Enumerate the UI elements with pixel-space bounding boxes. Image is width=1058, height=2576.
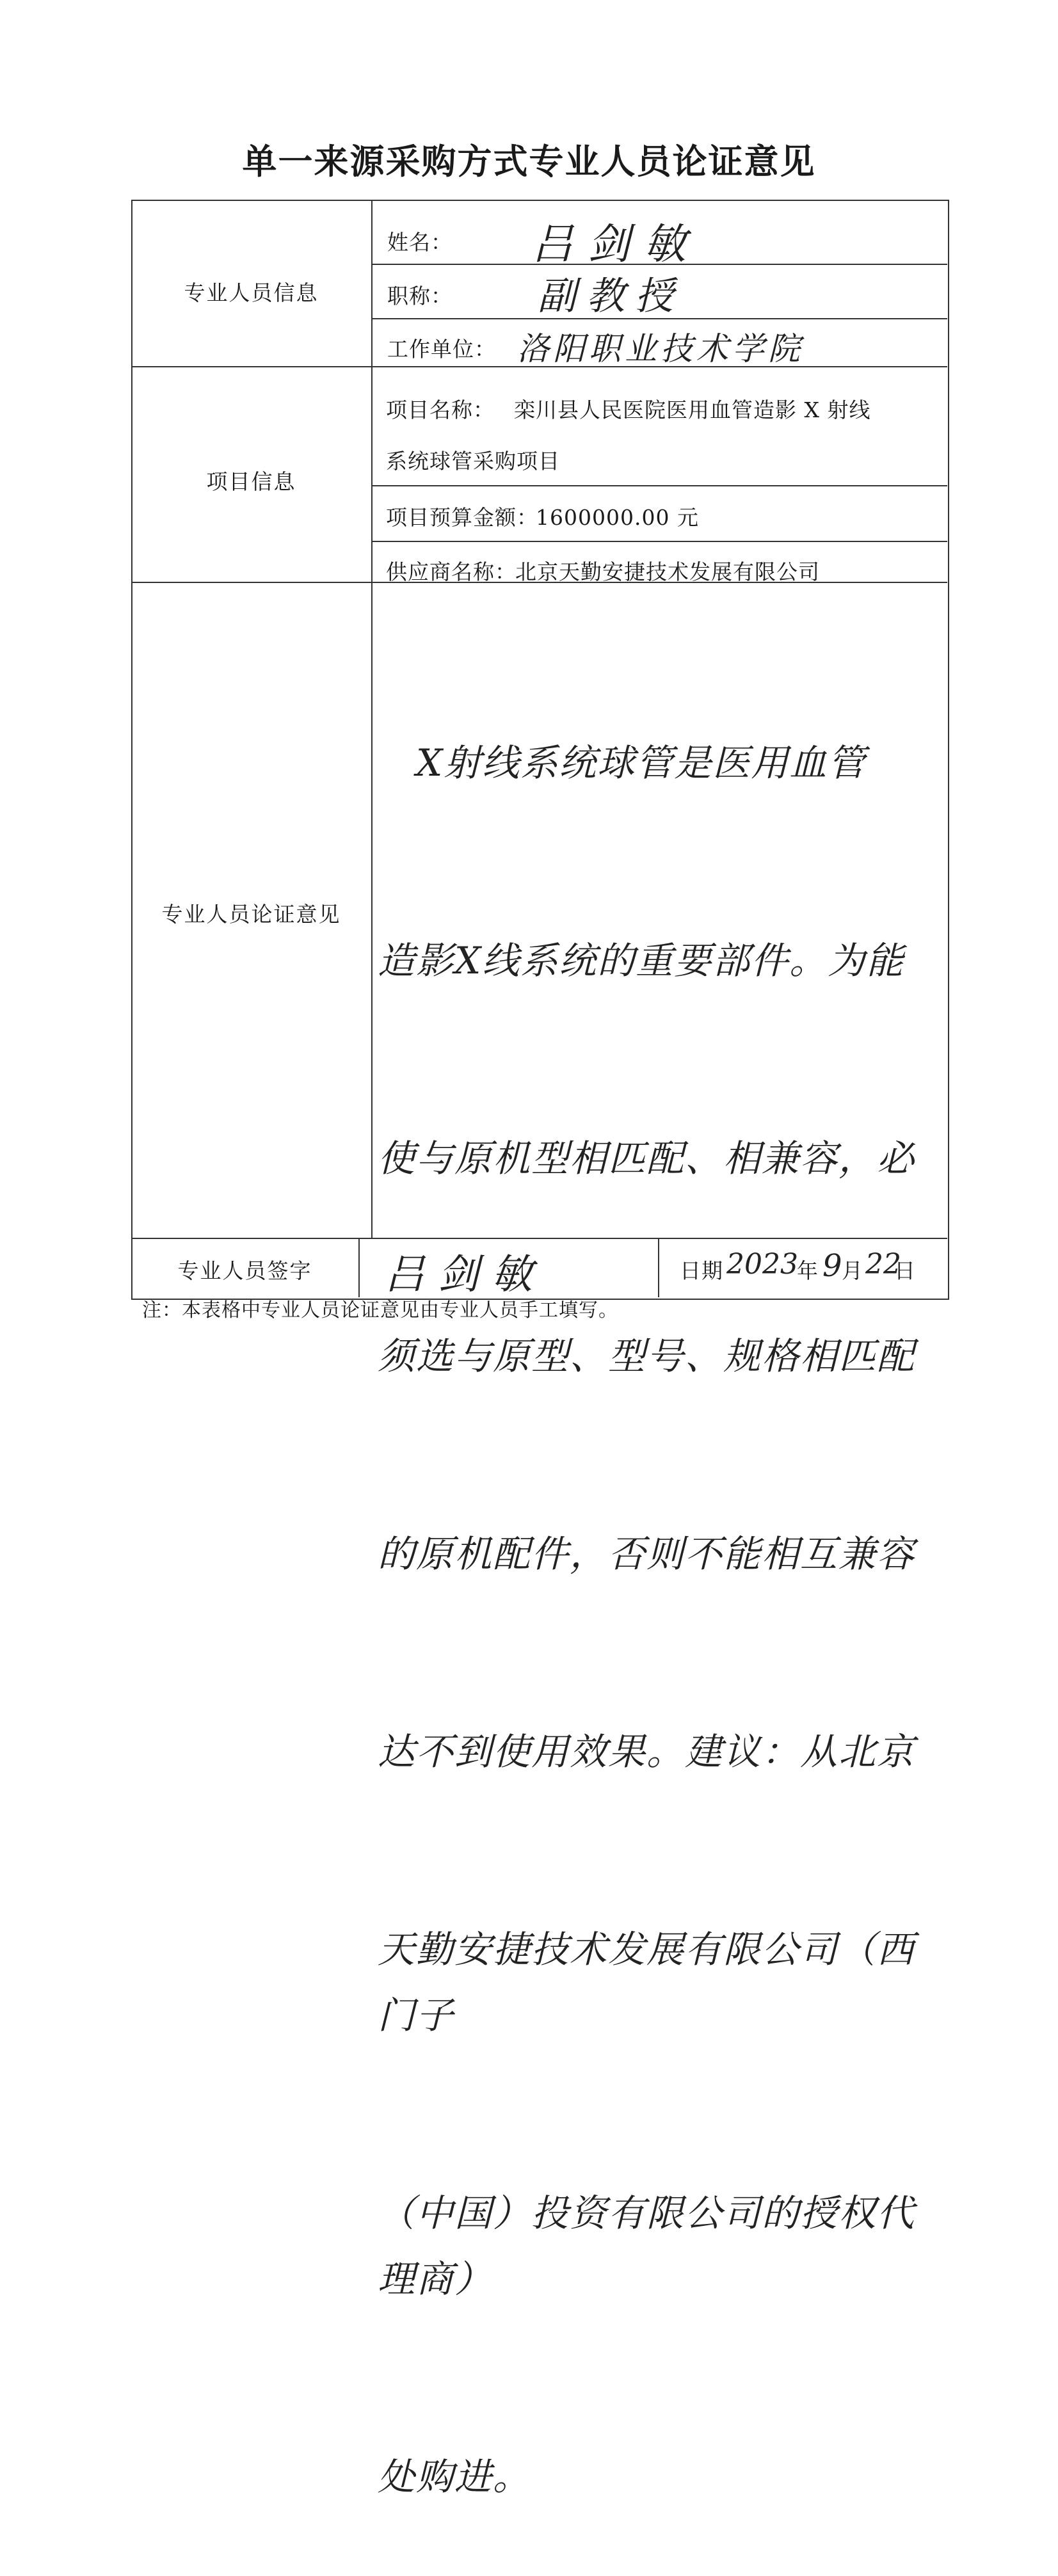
project-name-label: 项目名称： bbox=[386, 397, 495, 422]
footnote: 注：本表格中专业人员论证意见由专业人员手工填写。 bbox=[142, 1299, 618, 1322]
name-label: 姓名： bbox=[387, 230, 453, 255]
org-value: 洛阳职业技术学院 bbox=[517, 330, 804, 367]
opinion-handwritten-text bbox=[378, 598, 928, 2576]
opinion-line: 使与原机型相匹配、相兼容，必 bbox=[378, 1137, 916, 1180]
title-value: 副教授 bbox=[538, 274, 684, 319]
opinion-line: 处购进。 bbox=[378, 2455, 532, 2499]
signature: 吕剑敏 bbox=[384, 1251, 545, 1299]
date-month-unit: 月 bbox=[842, 1258, 863, 1283]
supplier-value: 北京天勤安捷技术发展有限公司 bbox=[515, 559, 820, 584]
row-line bbox=[371, 485, 947, 486]
opinion-label: 专业人员论证意见 bbox=[161, 902, 341, 927]
signature-label: 专业人员签字 bbox=[177, 1258, 312, 1283]
signature-divider bbox=[358, 1238, 360, 1297]
opinion-line: 天勤安捷技术发展有限公司（西门子 bbox=[378, 1928, 916, 2037]
expert-info-label: 专业人员信息 bbox=[184, 280, 319, 305]
date-year: 2023 bbox=[726, 1248, 798, 1281]
date-label: 日期 bbox=[680, 1258, 723, 1283]
org-label: 工作单位： bbox=[387, 337, 496, 362]
project-name-line1: 栾川县人民医院医用血管造影 X 射线 bbox=[514, 397, 871, 422]
project-name-line2: 系统球管采购项目 bbox=[386, 449, 560, 474]
date-month: 9 bbox=[822, 1248, 842, 1284]
document-title: 单一来源采购方式专业人员论证意见 bbox=[242, 141, 816, 182]
opinion-line: 须选与原型、型号、规格相匹配 bbox=[378, 1334, 916, 1378]
budget-value: 1600000.00 元 bbox=[536, 505, 699, 530]
date-day: 22 bbox=[865, 1248, 901, 1281]
opinion-line: 达不到使用效果。建议：从北京 bbox=[378, 1730, 916, 1773]
date-day-unit: 日 bbox=[894, 1258, 916, 1283]
opinion-line: 的原机配件，否则不能相互兼容 bbox=[378, 1532, 916, 1576]
supplier-label: 供应商名称： bbox=[386, 559, 517, 584]
name-value: 吕剑敏 bbox=[531, 220, 700, 269]
opinion-line: 造影X线系统的重要部件。为能 bbox=[378, 939, 905, 982]
opinion-line: （中国）投资有限公司的授权代理商） bbox=[378, 2191, 916, 2301]
title-label: 职称： bbox=[387, 284, 453, 308]
column-divider bbox=[371, 200, 373, 1238]
budget-label: 项目预算金额： bbox=[386, 505, 538, 530]
opinion-line: X射线系统球管是医用血管 bbox=[416, 741, 867, 785]
date-year-unit: 年 bbox=[797, 1258, 819, 1283]
row-line bbox=[371, 541, 947, 542]
project-info-label: 项目信息 bbox=[206, 469, 296, 494]
